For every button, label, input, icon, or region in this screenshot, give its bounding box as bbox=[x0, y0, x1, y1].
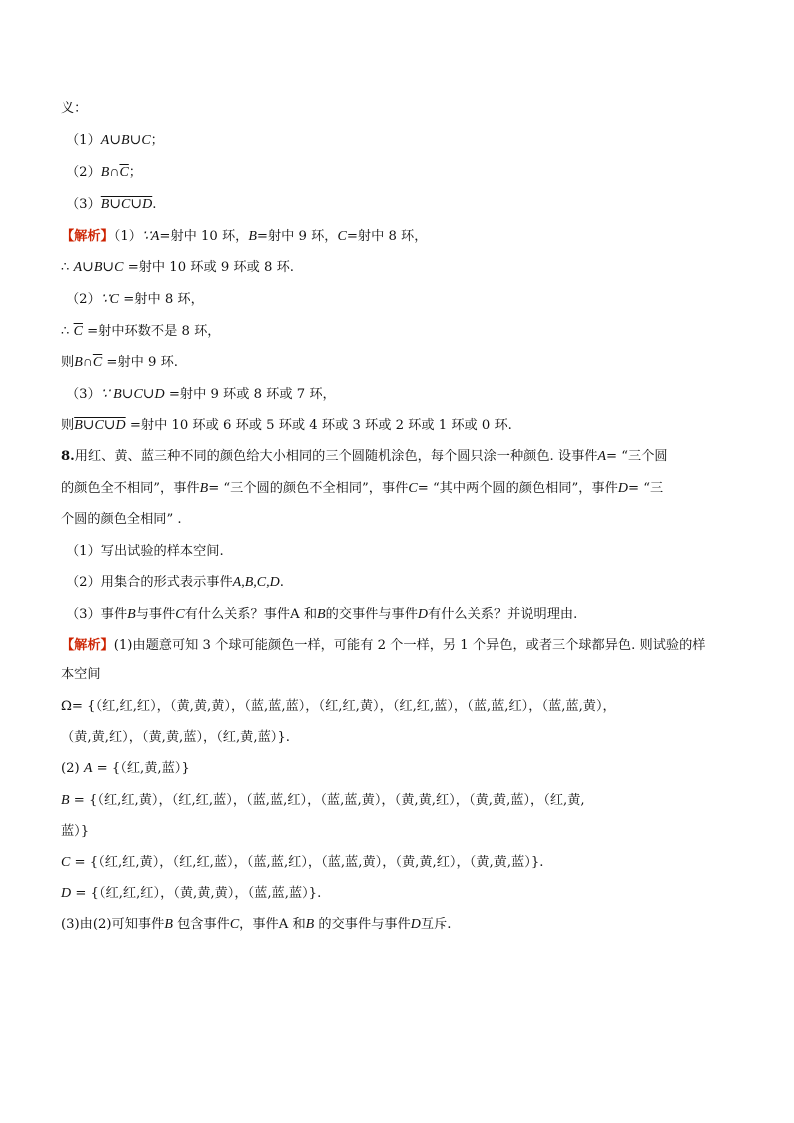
text: (2) bbox=[61, 761, 84, 776]
text: =射中 10 环或 6 环或 5 环或 4 环或 3 环或 2 环或 1 环或 0 环. bbox=[125, 418, 512, 433]
text-line bbox=[61, 227, 427, 247]
text: （黄,黄,红），（黄,黄,蓝），（红,黄,蓝）}. bbox=[61, 730, 290, 745]
math: C bbox=[175, 607, 185, 622]
text-line bbox=[66, 163, 142, 183]
text-line bbox=[61, 258, 294, 278]
text-line bbox=[61, 510, 182, 530]
text: (1)由题意可知 3 个球可能颜色一样，可能有 2 个一样，另 1 个异色，或者三个球都异色. 则试验的样 bbox=[113, 638, 706, 653]
text: 的交事件与事件 bbox=[325, 607, 418, 622]
text-line bbox=[61, 728, 290, 748]
math: B bbox=[317, 607, 326, 622]
text: 有什么关系？并说明理由. bbox=[428, 607, 578, 622]
math: B bbox=[164, 917, 173, 932]
text: 个圆的颜色全相同” . bbox=[61, 512, 182, 527]
text: （3） bbox=[66, 197, 101, 212]
math: ∵ B∪C∪D bbox=[100, 387, 165, 402]
text: = “三 bbox=[628, 481, 664, 496]
text: 则 bbox=[61, 355, 75, 370]
text-line bbox=[66, 290, 204, 310]
text: 本空间 bbox=[61, 667, 101, 682]
text: （1）写出试验的样本空间. bbox=[66, 544, 224, 559]
math-overline: B∪C∪D bbox=[100, 197, 153, 212]
text: ∴ bbox=[61, 324, 74, 339]
text: =射中 10 环或 9 环或 8 环. bbox=[123, 260, 294, 275]
text-line bbox=[66, 542, 224, 562]
text: （3）事件 bbox=[66, 607, 128, 622]
text-line bbox=[61, 353, 178, 373]
text: =射中 9 环， bbox=[256, 229, 338, 244]
analysis-tag: 【解析】 bbox=[61, 229, 114, 244]
math-overline: $\overline{C}$ bbox=[119, 165, 129, 180]
math: B bbox=[199, 481, 209, 496]
text: 与事件 bbox=[135, 607, 176, 622]
math-overline: $\overline{C}$ bbox=[73, 324, 83, 339]
math-overline: B∪C∪D bbox=[74, 418, 126, 433]
text-line bbox=[61, 697, 616, 717]
text: =射中环数不是 8 环， bbox=[82, 324, 221, 339]
question-number: 8. bbox=[61, 449, 75, 464]
text: =射中 8 环， bbox=[119, 292, 204, 307]
text: =射中 10 环， bbox=[159, 229, 249, 244]
math: C bbox=[337, 229, 347, 244]
text: ，事件A 和 bbox=[239, 917, 306, 932]
math: A bbox=[83, 761, 93, 776]
text: ； bbox=[128, 165, 142, 180]
text-line bbox=[61, 665, 101, 685]
text-line bbox=[61, 853, 543, 873]
text: (3)由(2)可知事件 bbox=[61, 917, 165, 932]
text: =射中 9 环或 8 环或 7 环， bbox=[164, 387, 336, 402]
text-line bbox=[66, 385, 336, 405]
text: = “三个圆 bbox=[606, 449, 668, 464]
text: （3） bbox=[66, 387, 101, 402]
math: B∩ bbox=[100, 165, 120, 180]
text: = “其中两个圆的颜色相同”，事件 bbox=[417, 481, 618, 496]
math: C bbox=[61, 855, 71, 870]
text: = {（红,红,黄），（红,红,蓝），（蓝,蓝,红），（蓝,蓝,黄），（黄,黄,红），（黄,黄,蓝），（红,黄, bbox=[69, 793, 585, 808]
text: ； bbox=[150, 133, 164, 148]
text-line bbox=[61, 99, 87, 119]
text-line bbox=[61, 791, 585, 811]
text-line bbox=[61, 416, 512, 436]
text: . bbox=[152, 197, 157, 212]
text: （2） bbox=[66, 165, 101, 180]
text-line bbox=[61, 636, 705, 656]
text: 则 bbox=[61, 418, 75, 433]
math: A bbox=[597, 449, 607, 464]
math-overline: $\overline{C}$ bbox=[92, 355, 103, 370]
text-line bbox=[61, 915, 451, 935]
text: 义： bbox=[61, 101, 88, 116]
math: B bbox=[61, 793, 70, 808]
text: 蓝）} bbox=[61, 824, 90, 839]
text: 包含事件 bbox=[172, 917, 230, 932]
text-line bbox=[61, 822, 89, 842]
math: ∵C bbox=[100, 292, 120, 307]
math: D bbox=[61, 886, 72, 901]
text: . bbox=[279, 575, 284, 590]
text: （2） bbox=[66, 292, 101, 307]
math: B bbox=[305, 917, 315, 932]
math: B bbox=[127, 607, 136, 622]
text: = {（红,黄,蓝）} bbox=[92, 761, 190, 776]
text: = {（红,红,红），（黄,黄,黄），（蓝,蓝,蓝）}. bbox=[71, 886, 322, 901]
math: ∵A bbox=[141, 229, 160, 244]
text: = {（红,红,黄），（红,红,蓝），（蓝,蓝,红），（蓝,蓝,黄），（黄,黄,红），（黄,黄,蓝）}. bbox=[70, 855, 544, 870]
text-line bbox=[61, 479, 663, 499]
math: A∪B∪C bbox=[100, 133, 151, 148]
math: D bbox=[617, 481, 628, 496]
math: B bbox=[248, 229, 257, 244]
math: A∪B∪C bbox=[73, 260, 124, 275]
text-line bbox=[61, 759, 190, 779]
text: 有什么关系？事件A 和 bbox=[184, 607, 318, 622]
text: （1） bbox=[113, 229, 142, 244]
math: A,B,C,D bbox=[232, 575, 280, 590]
text-line bbox=[66, 573, 284, 593]
text: = “三个圆的颜色不全相同”，事件 bbox=[208, 481, 409, 496]
text-line bbox=[61, 322, 220, 342]
math: C bbox=[408, 481, 418, 496]
text: ∴ bbox=[61, 260, 74, 275]
text: 的交事件与事件 bbox=[314, 917, 411, 932]
math: D bbox=[417, 607, 429, 622]
text: （1） bbox=[66, 133, 101, 148]
text: =射中 8 环， bbox=[346, 229, 428, 244]
analysis-tag: 【解析】 bbox=[61, 638, 114, 653]
text: （2）用集合的形式表示事件 bbox=[66, 575, 233, 590]
math: B∩ bbox=[74, 355, 93, 370]
text-line bbox=[61, 884, 321, 904]
text: =射中 9 环. bbox=[102, 355, 178, 370]
text: 的颜色全不相同”，事件 bbox=[61, 481, 200, 496]
text: Ω= {（红,红,红），（黄,黄,黄），（蓝,蓝,蓝），（红,红,黄），（红,红,蓝），（蓝,蓝,红），（蓝,蓝,黄）， bbox=[61, 699, 616, 714]
text: 互斥. bbox=[420, 917, 452, 932]
text: 用红、黄、蓝三种不同的颜色给大小相同的三个圆随机涂色，每个圆只涂一种颜色. 设事件 bbox=[74, 449, 598, 464]
text-line bbox=[66, 605, 577, 625]
math: C bbox=[229, 917, 240, 932]
text-line bbox=[66, 195, 156, 215]
question-line bbox=[61, 447, 668, 467]
text-line bbox=[66, 131, 164, 151]
math: D bbox=[410, 917, 421, 932]
